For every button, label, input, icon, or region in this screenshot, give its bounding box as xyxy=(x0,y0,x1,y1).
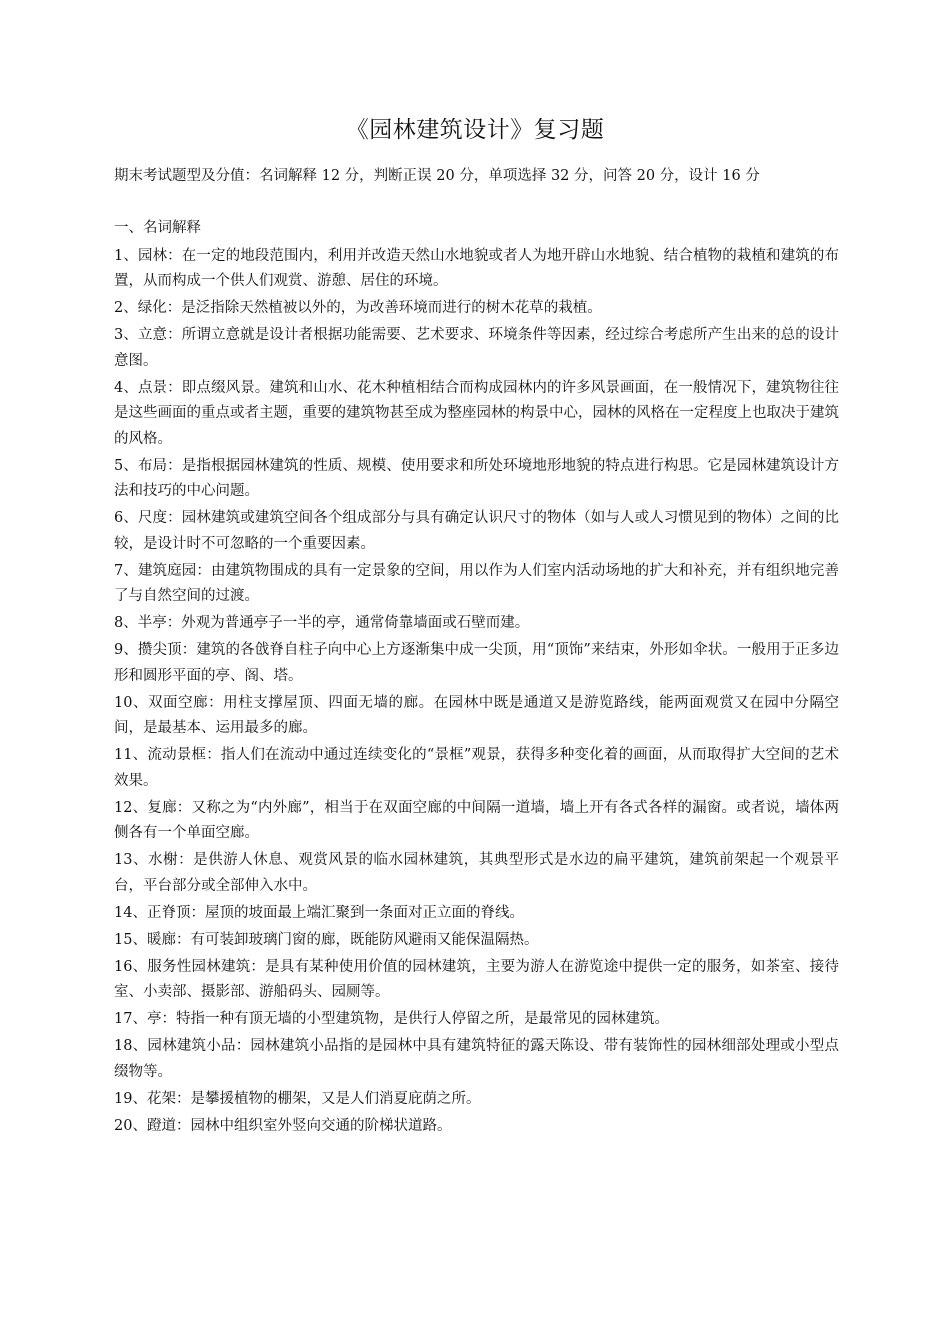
term-definition: 8、半亭：外观为普通亭子一半的亭，通常倚靠墙面或石壁而建。 xyxy=(114,615,530,631)
term-definition: 16、服务性园林建筑：是具有某种使用价值的园林建筑，主要为游人在游览途中提供一定的服务，如茶室、接待室、小卖部、摄影部、游船码头、园厕等。 xyxy=(114,958,839,1000)
term-definition: 17、亭：特指一种有顶无墙的小型建筑物，是供行人停留之所，是最常见的园林建筑。 xyxy=(114,1011,669,1027)
term-definition: 12、复廊：又称之为“内外廊”，相当于在双面空廊的中间隔一道墙，墙上开有各式各样的漏窗。或者说，墙体两侧各有一个单面空廊。 xyxy=(114,799,839,841)
term-definition: 15、暖廊：有可装卸玻璃门窗的廊，既能防风避雨又能保温隔热。 xyxy=(114,931,539,948)
term-definition: 1、园林：在一定的地段范围内，利用并改造天然山水地貌或者人为地开辟山水地貌、结合植物的栽植和建筑的布置，从而构成一个供人们观赏、游憩、居住的环境。 xyxy=(114,247,839,289)
term-definition: 9、攒尖顶：建筑的各戗脊自柱子向中心上方逐渐集中成一尖顶，用“顶饰”来结束，外形如伞状。一般用于正多边形和圆形平面的亭、阁、塔。 xyxy=(114,642,839,684)
term-definition: 2、绿化：是泛指除天然植被以外的，为改善环境而进行的树木花草的栽植。 xyxy=(114,300,602,316)
term-definition: 4、点景：即点缀风景。建筑和山水、花木种植相结合而构成园林内的许多风景画面，在一般情况下，建筑物往往是这些画面的重点或者主题，重要的建筑物甚至成为整座园林的构景中心，园林的风格在一定程度上也取决于建筑的风格。 xyxy=(114,379,839,447)
term-definition: 18、园林建筑小品：园林建筑小品指的是园林中具有建筑特征的露天陈设、带有装饰性的园林细部处理或小型点缀物等。 xyxy=(114,1038,839,1080)
term-definition: 5、布局：是指根据园林建筑的性质、规模、使用要求和所处环境地形地貌的特点进行构思。它是园林建筑设计方法和技巧的中心问题。 xyxy=(114,457,839,499)
exam-score-info: 期末考试题型及分值：名词解释 12 分，判断正误 20 分，单项选择 32 分，问答 20 分，设计 16 分 xyxy=(114,168,760,184)
term-definition: 11、流动景框：指人们在流动中通过连续变化的“景框”观景，获得多种变化着的画面，从而取得扩大空间的艺术效果。 xyxy=(114,747,839,789)
term-definition: 3、立意：所谓立意就是设计者根据功能需要、艺术要求、环境条件等因素，经过综合考虑所产生出来的总的设计意图。 xyxy=(114,327,839,369)
document-title: 《园林建筑设计》复习题 xyxy=(345,117,605,143)
term-definition: 6、尺度：园林建筑或建筑空间各个组成部分与具有确定认识尺寸的物体（如与人或人习惯见到的物体）之间的比较，是设计时不可忽略的一个重要因素。 xyxy=(114,510,839,552)
term-definition: 20、蹬道：园林中组织室外竖向交通的阶梯状道路。 xyxy=(114,1117,452,1134)
term-definition: 13、水榭：是供游人休息、观赏风景的临水园林建筑，其典型形式是水边的扁平建筑，建筑前架起一个观景平台，平台部分或全部伸入水中。 xyxy=(114,852,839,894)
term-definition: 7、建筑庭园：由建筑物围成的具有一定景象的空间，用以作为人们室内活动场地的扩大和补充，并有组织地完善了与自然空间的过渡。 xyxy=(114,562,839,604)
term-definitions-section xyxy=(114,216,839,1141)
section-heading: 一、名词解释 xyxy=(114,220,201,236)
term-definition: 19、花架：是攀援植物的棚架，又是人们消夏庇荫之所。 xyxy=(114,1090,481,1107)
term-definition: 14、正脊顶：屋顶的坡面最上端汇聚到一条面对正立面的脊线。 xyxy=(114,904,524,921)
term-definition: 10、双面空廊：用柱支撑屋顶、四面无墙的廊。在园林中既是通道又是游览路线，能两面观赏又在园中分隔空间，是最基本、运用最多的廊。 xyxy=(114,694,839,736)
